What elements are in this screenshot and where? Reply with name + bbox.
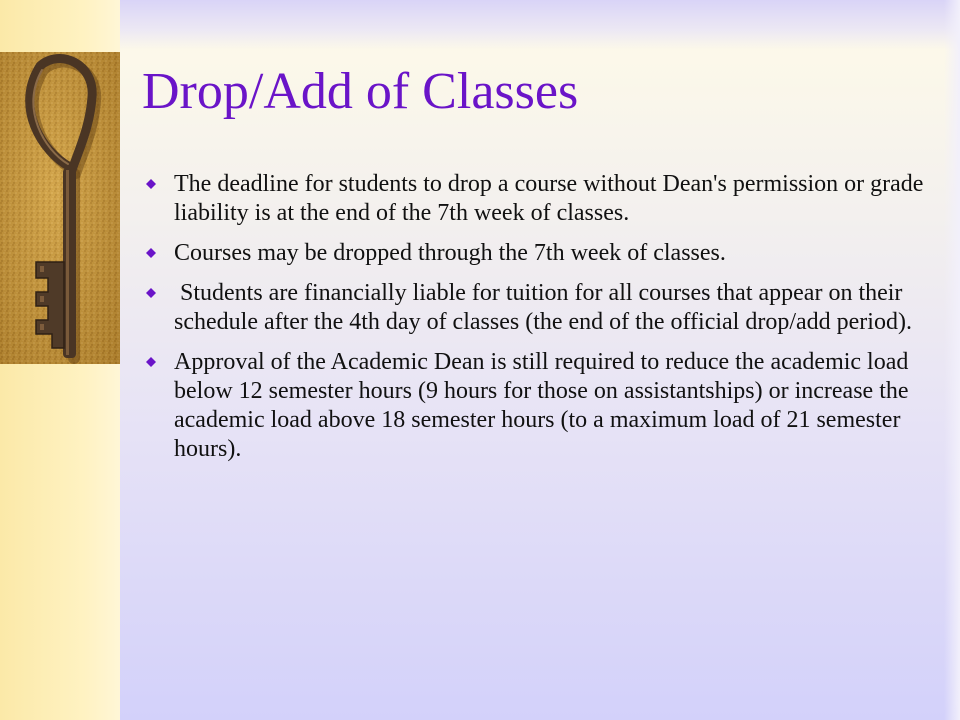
bullet-text: Courses may be dropped through the 7th week of classes. xyxy=(174,240,726,266)
diamond-bullet-icon xyxy=(146,288,156,298)
diamond-bullet-icon xyxy=(146,179,156,189)
right-decor-band xyxy=(944,0,960,720)
bullet-list xyxy=(142,170,927,475)
diamond-bullet-icon xyxy=(146,248,156,258)
bullet-item xyxy=(142,239,927,268)
key-photo xyxy=(0,52,120,364)
bullet-item xyxy=(142,348,927,464)
diamond-bullet-icon xyxy=(146,357,156,367)
bullet-text: Students are financially liable for tuition for all courses that appear on their schedule after the 4th day of classes (the end of the official drop/add period). xyxy=(174,280,912,335)
bullet-item xyxy=(142,279,927,337)
bullet-text: Approval of the Academic Dean is still required to reduce the academic load below 12 semester hours (9 hours for those on assistantships) or increase the academic load above 18 semester hours (to a maximum load of 21 semester hours). xyxy=(174,349,909,462)
top-decor-band xyxy=(120,0,960,50)
slide-title: Drop/Add of Classes xyxy=(142,63,579,120)
bullet-text: The deadline for students to drop a course without Dean's permission or grade liability is at the end of the 7th week of classes. xyxy=(174,171,924,226)
bullet-item xyxy=(142,170,927,228)
